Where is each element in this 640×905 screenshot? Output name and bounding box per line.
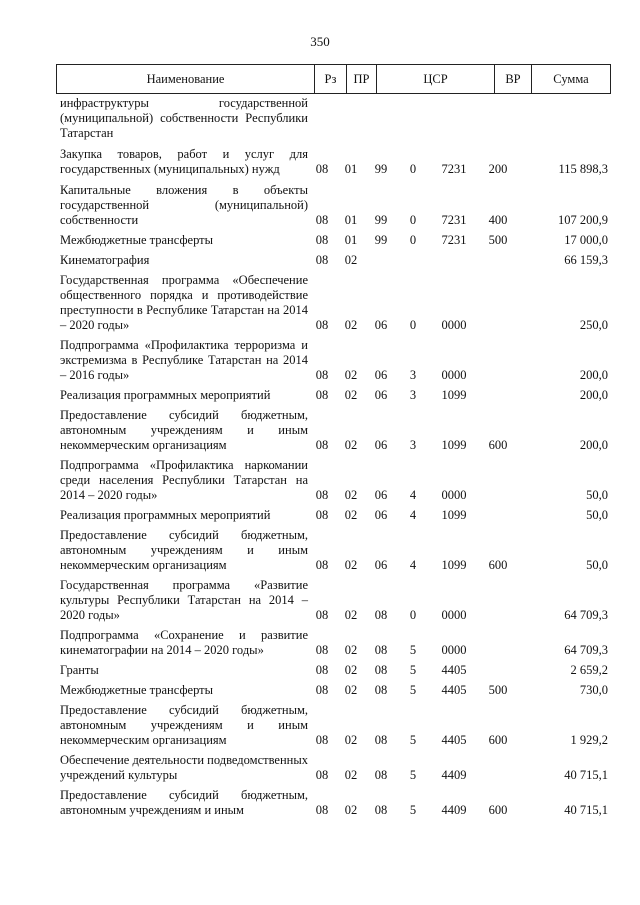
row-sum: 200,0 (579, 368, 608, 382)
row-c2: 0 (409, 233, 417, 247)
table-body (60, 94, 608, 818)
header-pr: ПР (347, 65, 377, 93)
header-sum: Сумма (553, 71, 589, 86)
row-sum: 50,0 (586, 508, 608, 522)
row-c3: 1099 (441, 558, 467, 572)
row-c1: 06 (374, 318, 388, 332)
table-row (60, 96, 608, 141)
row-rz: 08 (315, 733, 329, 747)
row-sum: 64 709,3 (564, 608, 608, 622)
row-sum: 50,0 (586, 558, 608, 572)
row-c3: 4409 (441, 803, 467, 817)
row-rz: 08 (315, 162, 329, 176)
row-pr: 02 (344, 643, 358, 657)
row-c3: 4405 (441, 663, 467, 677)
row-c2: 0 (409, 213, 417, 227)
row-c1: 06 (374, 558, 388, 572)
row-name: Гранты (60, 663, 99, 677)
row-c1: 06 (374, 508, 388, 522)
row-name: Подпрограмма «Профилактика наркомании среди населения Республики Татарстан на 2014 – 2020 годы» (60, 458, 308, 502)
row-c1: 06 (374, 438, 388, 452)
row-pr: 02 (344, 253, 358, 267)
row-rz: 08 (315, 768, 329, 782)
row-c3: 0000 (441, 488, 467, 502)
row-sum: 66 159,3 (564, 253, 608, 267)
row-c3: 1099 (441, 508, 467, 522)
row-c3: 0000 (441, 318, 467, 332)
row-name: Межбюджетные трансферты (60, 683, 214, 697)
row-sum: 1 929,2 (570, 733, 608, 747)
row-c1: 99 (374, 213, 388, 227)
row-c2: 3 (409, 368, 417, 382)
table-row (60, 753, 608, 783)
row-vr: 200 (488, 162, 508, 176)
row-c2: 3 (409, 388, 417, 402)
row-name: Государственная программа «Развитие культуры Республики Татарстан на 2014 – 2020 годы» (60, 578, 308, 622)
row-c3: 7231 (441, 162, 467, 176)
table-row (60, 338, 608, 383)
row-c1: 08 (374, 608, 388, 622)
table-row (60, 458, 608, 503)
table-row (60, 253, 608, 268)
table-row (60, 528, 608, 573)
row-sum: 200,0 (579, 388, 608, 402)
row-pr: 02 (344, 663, 358, 677)
table-row (60, 628, 608, 658)
row-c2: 0 (409, 162, 417, 176)
row-vr: 400 (488, 213, 508, 227)
row-c2: 3 (409, 438, 417, 452)
row-sum: 107 200,9 (558, 213, 608, 227)
row-c1: 08 (374, 683, 388, 697)
table-row (60, 663, 608, 678)
row-name: Предоставление субсидий бюджетным, автономным учреждениям и иным некоммерческим организациям (60, 703, 308, 747)
row-name: Предоставление субсидий бюджетным, автономным учреждениям и иным некоммерческим организациям (60, 528, 308, 572)
row-rz: 08 (315, 213, 329, 227)
row-c1: 06 (374, 488, 388, 502)
row-name: инфраструктуры государственной (муниципальной) собственности Республики Татарстан (60, 96, 308, 140)
row-rz: 08 (315, 608, 329, 622)
row-sum: 40 715,1 (564, 768, 608, 782)
row-c1: 08 (374, 768, 388, 782)
table-row (60, 147, 608, 177)
row-c1: 99 (374, 162, 388, 176)
row-sum: 115 898,3 (558, 162, 608, 176)
row-rz: 08 (315, 643, 329, 657)
row-name: Обеспечение деятельности подведомственных учреждений культуры (60, 753, 308, 782)
row-pr: 02 (344, 733, 358, 747)
row-c3: 7231 (441, 213, 467, 227)
row-c3: 4409 (441, 768, 467, 782)
row-c1: 08 (374, 663, 388, 677)
row-c2: 5 (409, 683, 417, 697)
header-name: Наименование (57, 65, 315, 93)
row-name: Закупка товаров, работ и услуг для государственных (муниципальных) нужд (60, 147, 308, 176)
row-rz: 08 (315, 558, 329, 572)
row-sum: 250,0 (579, 318, 608, 332)
row-vr: 500 (488, 233, 508, 247)
row-c2: 5 (409, 803, 417, 817)
row-sum: 2 659,2 (570, 663, 608, 677)
row-pr: 02 (344, 508, 358, 522)
row-name: Предоставление субсидий бюджетным, автономным учреждениям и иным некоммерческим организациям (60, 408, 308, 452)
row-c3: 1099 (441, 438, 467, 452)
table-row (60, 233, 608, 248)
row-c3: 4405 (441, 683, 467, 697)
row-c2: 0 (409, 318, 417, 332)
row-sum: 40 715,1 (564, 803, 608, 817)
row-c2: 4 (409, 508, 417, 522)
row-c3: 0000 (441, 608, 467, 622)
row-name: Кинематография (60, 253, 150, 267)
row-c1: 08 (374, 733, 388, 747)
row-name: Капитальные вложения в объекты государственной (муниципальной) собственности (60, 183, 308, 227)
row-rz: 08 (315, 683, 329, 697)
row-pr: 02 (344, 388, 358, 402)
row-pr: 02 (344, 608, 358, 622)
row-c1: 99 (374, 233, 388, 247)
row-pr: 02 (344, 803, 358, 817)
row-pr: 02 (344, 768, 358, 782)
row-vr: 600 (488, 733, 508, 747)
table-row (60, 578, 608, 623)
table-row (60, 183, 608, 228)
row-vr: 600 (488, 558, 508, 572)
header-rz: Рз (315, 65, 347, 93)
row-c2: 4 (409, 558, 417, 572)
row-c3: 1099 (441, 388, 467, 402)
row-rz: 08 (315, 368, 329, 382)
table-row (60, 388, 608, 403)
table-row (60, 508, 608, 523)
row-pr: 02 (344, 683, 358, 697)
row-c3: 0000 (441, 643, 467, 657)
row-c3: 7231 (441, 233, 467, 247)
row-name: Реализация программных мероприятий (60, 508, 271, 522)
row-c1: 08 (374, 643, 388, 657)
row-name: Межбюджетные трансферты (60, 233, 214, 247)
row-rz: 08 (315, 488, 329, 502)
header-vr: ВР (495, 65, 532, 93)
table-row (60, 703, 608, 748)
header-csr: ЦСР (377, 65, 495, 93)
row-sum: 64 709,3 (564, 643, 608, 657)
page-number: 350 (310, 34, 330, 49)
table-header (56, 64, 611, 94)
row-c3: 4405 (441, 733, 467, 747)
row-pr: 02 (344, 558, 358, 572)
row-vr: 600 (488, 438, 508, 452)
row-rz: 08 (315, 438, 329, 452)
table-row (60, 273, 608, 333)
row-rz: 08 (315, 253, 329, 267)
row-sum: 17 000,0 (564, 233, 608, 247)
row-c2: 5 (409, 663, 417, 677)
row-pr: 01 (344, 162, 358, 176)
row-pr: 02 (344, 318, 358, 332)
table-row (60, 683, 608, 698)
row-rz: 08 (315, 803, 329, 817)
row-sum: 50,0 (586, 488, 608, 502)
row-pr: 02 (344, 438, 358, 452)
row-name: Подпрограмма «Сохранение и развитие кинематографии на 2014 – 2020 годы» (60, 628, 308, 657)
row-name: Предоставление субсидий бюджетным, автономным учреждениям и иным (60, 788, 308, 817)
row-pr: 02 (344, 488, 358, 502)
row-c2: 5 (409, 643, 417, 657)
table-row (60, 788, 608, 818)
row-rz: 08 (315, 233, 329, 247)
table-row (60, 408, 608, 453)
row-rz: 08 (315, 318, 329, 332)
row-pr: 01 (344, 213, 358, 227)
row-name: Подпрограмма «Профилактика терроризма и экстремизма в Республике Татарстан на 2014 – 2016 годы» (60, 338, 308, 382)
row-name: Государственная программа «Обеспечение общественного порядка и противодействие преступности в Республике Татарстан на 2014 – 2020 годы» (60, 273, 308, 332)
row-c1: 06 (374, 388, 388, 402)
row-vr: 600 (488, 803, 508, 817)
row-name: Реализация программных мероприятий (60, 388, 271, 402)
row-pr: 01 (344, 233, 358, 247)
row-pr: 02 (344, 368, 358, 382)
row-vr: 500 (488, 683, 508, 697)
row-rz: 08 (315, 508, 329, 522)
row-sum: 730,0 (579, 683, 608, 697)
row-rz: 08 (315, 388, 329, 402)
row-sum: 200,0 (579, 438, 608, 452)
row-c2: 5 (409, 733, 417, 747)
row-rz: 08 (315, 663, 329, 677)
row-c1: 08 (374, 803, 388, 817)
row-c2: 5 (409, 768, 417, 782)
row-c2: 0 (409, 608, 417, 622)
row-c3: 0000 (441, 368, 467, 382)
row-c2: 4 (409, 488, 417, 502)
row-c1: 06 (374, 368, 388, 382)
